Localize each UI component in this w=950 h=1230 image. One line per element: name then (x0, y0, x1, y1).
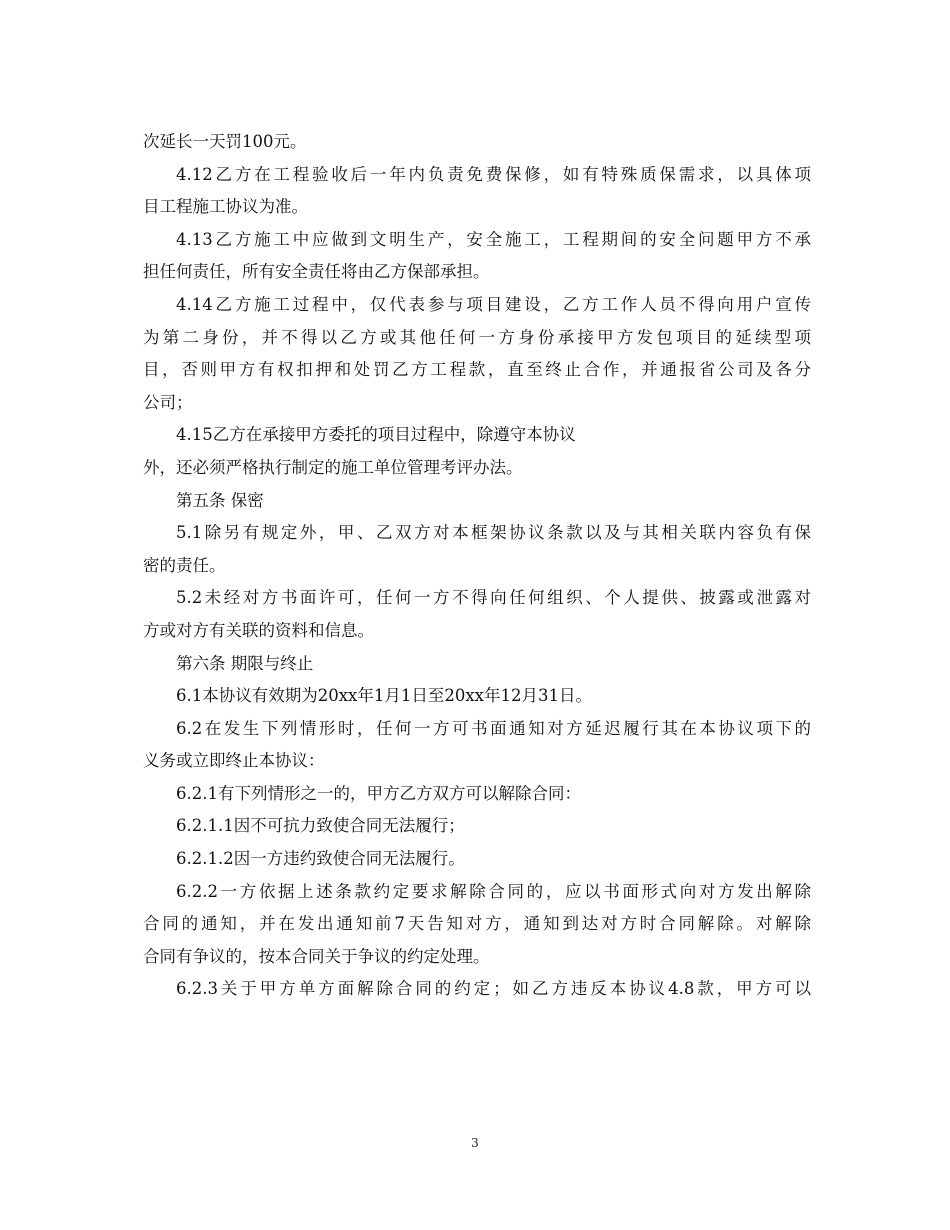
clause-6-2-2-line-2: 合同的通知，并在发出通知前7天告知对方，通知到达对方时合同解除。对解除 (143, 914, 811, 934)
section-six-heading: 第六条 期限与终止 (176, 653, 314, 673)
clause-6-2-3-line-1: 6.2.3关于甲方单方面解除合同的约定；如乙方违反本协议4.8款，甲方可以 (176, 979, 811, 999)
clause-4-14-line-3: 目，否则甲方有权扣押和处罚乙方工程款，直至终止合作，并通报省公司及各分 (143, 360, 811, 380)
clause-6-1: 6.1本协议有效期为20xx年1月1日至20xx年12月31日。 (176, 686, 592, 706)
document-body (143, 126, 811, 1006)
page-number: 3 (471, 1136, 479, 1150)
clause-4-15-line-1: 4.15乙方在承接甲方委托的项目过程中，除遵守本协议 (176, 425, 576, 445)
clause-6-2-line-1: 6.2在发生下列情形时，任何一方可书面通知对方延迟履行其在本协议项下的 (176, 718, 811, 738)
clause-5-1-line-1: 5.1除另有规定外，甲、乙双方对本框架协议条款以及与其相关联内容负有保 (176, 523, 811, 543)
clause-6-2-2-line-3: 合同有争议的，按本合同关于争议的约定处理。 (143, 946, 490, 966)
clause-6-2-1: 6.2.1有下列情形之一的，甲方乙方双方可以解除合同： (176, 783, 581, 803)
clause-5-2-line-1: 5.2未经对方书面许可，任何一方不得向任何组织、个人提供、披露或泄露对 (176, 588, 811, 608)
clause-6-2-2-line-1: 6.2.2一方依据上述条款约定要求解除合同的，应以书面形式向对方发出解除 (176, 881, 811, 901)
section-five-heading: 第五条 保密 (176, 490, 264, 510)
clause-6-2-line-2: 义务或立即终止本协议： (143, 751, 325, 771)
clause-4-14-line-1: 4.14乙方施工过程中，仅代表参与项目建设，乙方工作人员不得向用户宣传 (176, 294, 811, 314)
clause-4-12-line-1: 4.12乙方在工程验收后一年内负责免费保修，如有特殊质保需求，以具体项 (176, 164, 811, 184)
clause-6-2-1-2: 6.2.1.2因一方违约致使合同无法履行。 (176, 849, 465, 869)
clause-4-15-line-2: 外，还必须严格执行制定的施工单位管理考评办法。 (143, 457, 523, 477)
clause-4-12-line-2: 目工程施工协议为准。 (143, 197, 308, 217)
clause-6-2-1-1: 6.2.1.1因不可抗力致使合同无法履行； (176, 816, 465, 836)
text-line-penalty-end: 次延长一天罚100元。 (143, 132, 307, 151)
clause-5-1-line-2: 密的责任。 (143, 555, 226, 575)
clause-4-13-line-1: 4.13乙方施工中应做到文明生产，安全施工，工程期间的安全问题甲方不承 (176, 229, 811, 249)
clause-5-2-line-2: 方或对方有关联的资料和信息。 (143, 620, 374, 640)
clause-4-14-line-4: 公司； (143, 392, 193, 412)
clause-4-14-line-2: 为第二身份，并不得以乙方或其他任何一方身份承接甲方发包项目的延续型项 (143, 327, 811, 347)
clause-4-13-line-2: 担任何责任，所有安全责任将由乙方保部承担。 (143, 262, 490, 282)
